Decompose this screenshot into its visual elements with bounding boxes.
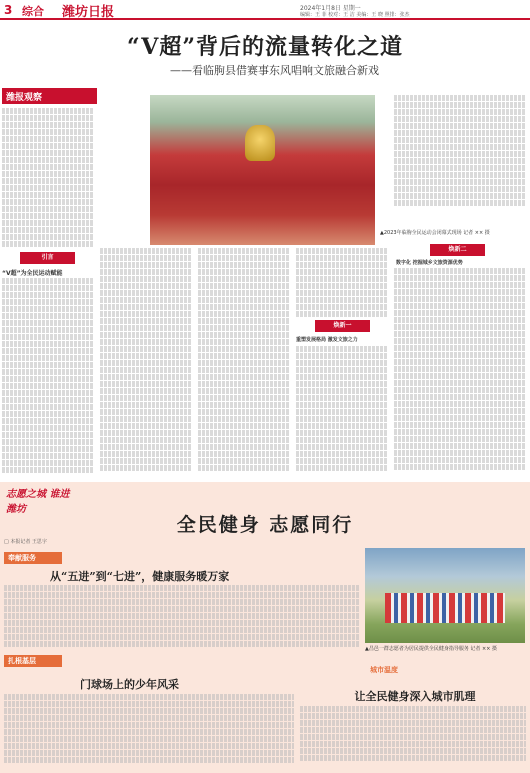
article-text-col5a xyxy=(394,95,526,215)
section-name: 综合 xyxy=(22,5,44,18)
trophy-icon xyxy=(245,125,275,161)
feature-sub3-tag: 城市温度 xyxy=(370,666,398,674)
issue-date: 2024年1月8日 星期一 xyxy=(300,5,361,12)
sub-label-3: 焕新二 xyxy=(430,244,485,256)
feature-headline: 全民健身 志愿同行 xyxy=(176,514,354,536)
sub-head-1: “V超”为全民运动赋能 xyxy=(2,270,63,277)
paper-name: 潍坊日报 xyxy=(62,5,115,20)
sub-head-2: 重塑发展格局 激发文旅之力 xyxy=(296,337,358,343)
volunteers-image xyxy=(385,593,505,623)
column-label: 潍报观察 xyxy=(2,88,97,104)
photo-caption: ▲2023年临朐全民运动会闭幕式现场 记者 ×× 摄 xyxy=(380,230,490,236)
feature-photo xyxy=(365,548,525,643)
sub-label-2: 焕新一 xyxy=(315,320,370,332)
feature-sub1-tag: 奉献服务 xyxy=(4,552,62,564)
feature-sub1-heading: 从“五进”到“七进”，健康服务暖万家 xyxy=(50,570,230,583)
event-photo xyxy=(150,95,375,245)
feature-tag: 志愿之城 谁进潍坊 xyxy=(6,489,70,515)
feature-sub3-heading: 让全民健身深入城市肌理 xyxy=(354,690,476,703)
headline: “V超”背后的流量转化之道 xyxy=(127,34,403,60)
feature-text-2 xyxy=(4,694,294,770)
issue-meta: 编辑：王 菲 校对：王 洁 美编：王 晓 照排：张杰 xyxy=(300,12,410,18)
feature-sub2-tag: 扎根基层 xyxy=(4,655,62,667)
feature-text-1 xyxy=(4,585,359,647)
feature-text-3 xyxy=(300,706,526,770)
feature-photo-caption: ▲昌邑一群志愿者为居民提供全民健身指导服务 记者 ×× 摄 xyxy=(365,646,497,652)
article-text-col3 xyxy=(198,248,290,478)
sub-label-1: 引言 xyxy=(20,252,75,264)
subhead: ——看临朐县借赛事东风唱响文旅融合新戏 xyxy=(170,64,379,77)
feature-sub2-heading: 门球场上的少年风采 xyxy=(80,678,179,691)
article-text-col5b xyxy=(394,268,526,478)
page-number: 3 xyxy=(4,3,13,17)
article-text-col4b xyxy=(296,346,388,478)
sub-head-3: 数字化 挖掘城乡文旅资源优势 xyxy=(396,260,463,266)
article-text-col4a xyxy=(296,248,388,318)
article-text-col2 xyxy=(100,248,192,478)
article-text-col1b xyxy=(2,278,94,478)
article-text-col1 xyxy=(2,108,94,248)
feature-reporter: □ 本报记者 王思宇 xyxy=(4,539,47,545)
